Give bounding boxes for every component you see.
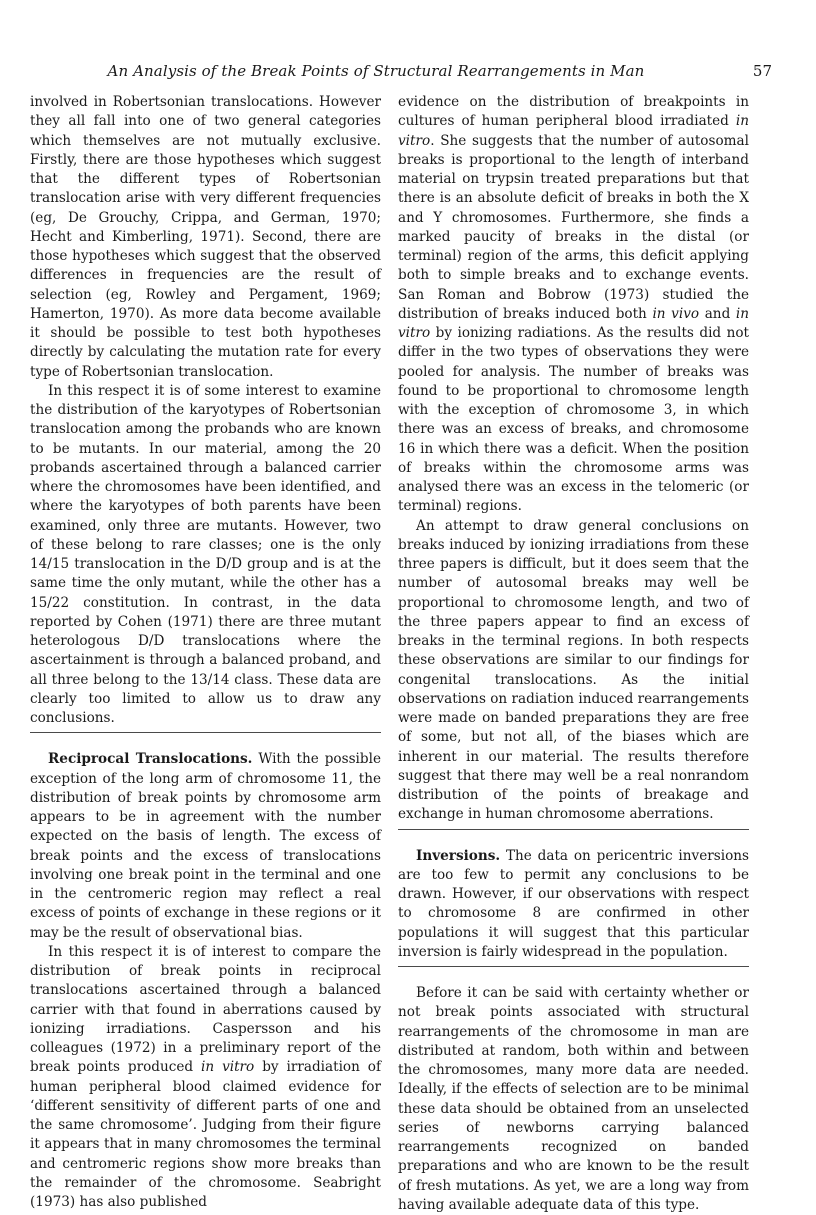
section-divider: [398, 966, 749, 967]
paragraph-reciprocal-translocations: [30, 750, 381, 943]
section-heading-reciprocal: Reciprocal Translocations.: [48, 751, 253, 768]
italic-run: in vitro: [398, 305, 749, 341]
paragraph-inversions: [398, 847, 749, 963]
italic-run: in vitro: [398, 113, 749, 149]
page-header: [40, 62, 772, 84]
right-column: [398, 93, 749, 1215]
text-run: evidence on the distribution of breakpoints in cultures of human peripheral blood irradiated: [398, 94, 749, 130]
section-divider: [398, 829, 749, 830]
left-column: [30, 93, 381, 1212]
text-run: and: [704, 305, 731, 322]
text-run: by ionizing radiations. As the results did not differ in the two types of observations they were pooled for analysis. The number of breaks was found to be proportional to chromosome length with the exception of chromosome 3, in which there was an excess of breaks, and chromosome 16 in which there was a deficit. When the position of breaks within the chromosome arms was analysed there was an excess in the telomeric (or terminal) regions.: [398, 325, 749, 515]
paragraph-irradiation-comparison: [30, 943, 381, 1213]
reciprocal-text: With the possible exception of the long arm of chromosome 11, the distribution of break points by chromosome arm appears to be in agreement with the number expected on the basis of length. The excess of break points and the excess of translocations involving one break point in the terminal and one in the centromeric region may reflect a real excess of points of exchange in these regions or it may be the result of observational bias.: [30, 751, 381, 941]
text-run: . She suggests that the number of autosomal breaks is proportional to the length of interband material on trypsin treated preparations but that there is an absolute deficit of breaks in both the X and Y chromosomes. Furthermore, she finds a marked paucity of breaks in the distal (or terminal) region of the arms, this deficit applying both to simple breaks and to exchange events. San Roman and Bobrow (1973) studied the distribution of breaks induced both: [398, 132, 749, 322]
paragraph-closing-remarks: Before it can be said with certainty whether or not break points associated with structural rearrangements of the chromosome in man are distributed at random, both within and between the chromosomes, many more data are needed. Ideally, if the effects of selection are to be minimal these data should be obtained from an unselected series of newborns carrying balanced rearrangements recognized on banded preparations and who are known to be the result of fresh mutations. As yet, we are a long way from having available adequate data of this type.: [398, 985, 749, 1213]
text-run: In this respect it is of interest to compare the distribution of break points in reciprocal translocations ascertained through a balanced carrier with that found in aberrations caused by ionizing irradiations. Caspersson and his colleagues (1972) in a preliminary report of the break points produced: [30, 943, 381, 1076]
paragraph-robertsonian-hypotheses: involved in Robertsonian translocations. However they all fall into one of two general categories which themselves are not mutually exclusive. Firstly, there are those hypotheses which suggest that the different types of Robertsonian translocation arise with very different frequencies (eg, De Grouchy, Crippa, and German, 1970; Hecht and Kimberling, 1971). Second, there are those hypotheses which suggest that the observed differences in frequencies are the result of selection (eg, Rowley and Pergament, 1969; Hamerton, 1970). As more data become available it should be possible to test both hypotheses directly by calculating the mutation rate for every type of Robertsonian translocation.: [30, 94, 381, 380]
text-run: by irradiation of human peripheral blood claimed evidence for ‘different sensitivity of different parts of one and the same chromosome’. Judging from their figure it appears that in many chromosomes the terminal and centromeric regions show more breaks than the remainder of the chromosome. Seabright (1973) has also published: [30, 1059, 382, 1210]
section-heading-inversions: Inversions.: [416, 847, 501, 864]
section-divider: [30, 732, 381, 733]
page-number: 57: [752, 62, 772, 80]
italic-run: in vivo: [652, 305, 700, 322]
italic-run: in vitro: [201, 1059, 255, 1076]
running-title: An Analysis of the Break Points of Structural Rearrangements in Man: [107, 62, 645, 80]
paragraph-seabright-evidence: [398, 93, 749, 517]
paragraph-general-conclusions: An attempt to draw general conclusions on breaks induced by ionizing irradiations from these three papers is difficult, but it does seem that the number of autosomal breaks may well be proportional to chromosome length, and two of the three papers appear to find an excess of breaks in the terminal regions. In both respects these observations are similar to our findings for congenital translocations. As the initial observations on radiation induced rearrangements were made on banded preparations they are free of some, but not all, of the biases which are inherent in our material. The results therefore suggest that there may well be a real nonrandom distribution of the points of breakage and exchange in human chromosome aberrations.: [398, 517, 749, 823]
paragraph-mutant-probands: In this respect it is of some interest to examine the distribution of the karyotypes of Robertsonian translocation among the probands who are known to be mutants. In our material, among the 20 probands ascertained through a balanced carrier where the chromosomes have been identified, and where the karyotypes of both parents have been examined, only three are mutants. However, two of these belong to rare classes; one is the only 14/15 translocation in the D/D group and is at the same time the only mutant, while the other has a 15/22 constitution. In contrast, in the data reported by Cohen (1971) there are three mutant heterologous D/D translocations where the ascertainment is through a balanced proband, and all three belong to the 13/14 class. These data are clearly too limited to allow us to draw any conclusions.: [30, 382, 381, 726]
inversions-text: The data on pericentric inversions are too few to permit any conclusions to be drawn. However, if our observations with respect to chromosome 8 are confirmed in other populations it will suggest that this particular inversion is fairly widespread in the population.: [398, 847, 749, 960]
